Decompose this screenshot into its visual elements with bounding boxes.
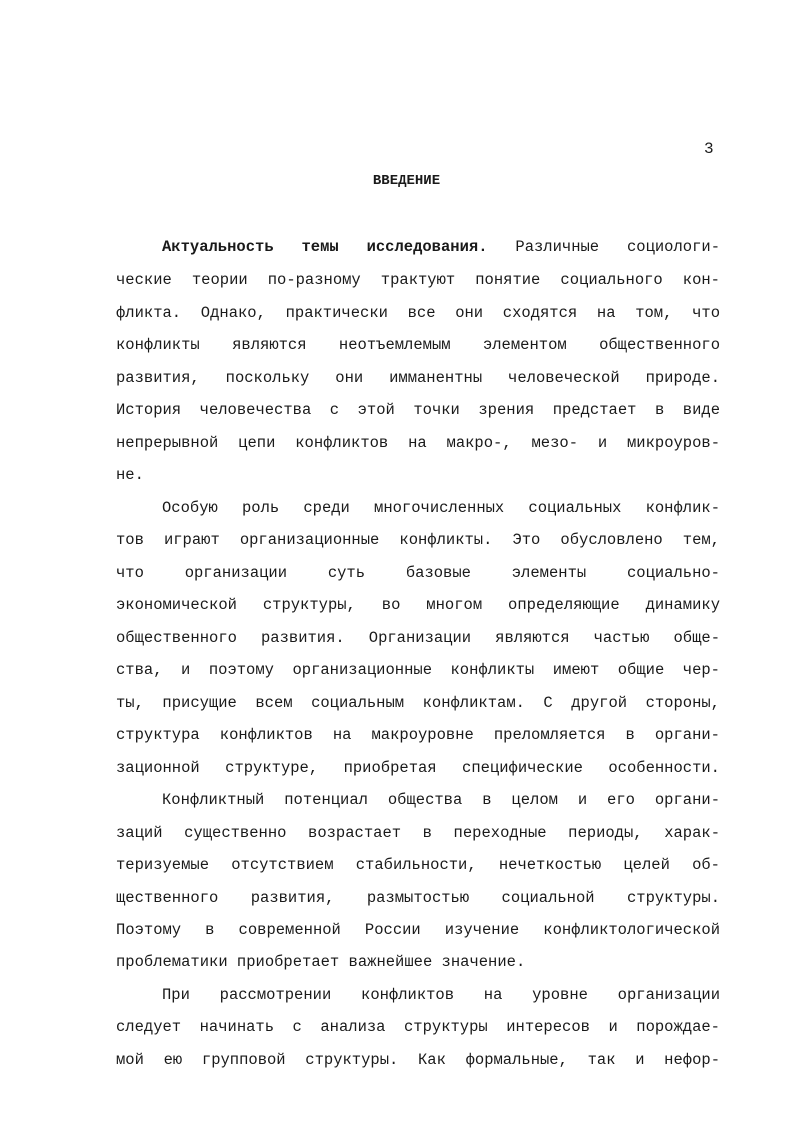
paragraph-4-line: мой ею групповой структуры. Как формальные, так и нефор- (116, 1051, 720, 1069)
paragraph-2-line: Особую роль среди многочисленных социальных конфлик- (162, 499, 720, 517)
paragraph-3-line: теризуемые отсутствием стабильности, нечеткостью целей об- (116, 856, 720, 874)
paragraph-1-lead: Актуальность темы исследования. (162, 238, 488, 256)
paragraph-3-line: заций существенно возрастает в переходные периоды, харак- (116, 824, 720, 842)
paragraph-1-line: История человечества с этой точки зрения предстает в виде (116, 401, 720, 419)
paragraph-1-line: непрерывной цепи конфликтов на макро-, мезо- и микроуров- (116, 434, 720, 452)
paragraph-3-line: щественного развития, размытостью социальной структуры. (116, 889, 720, 907)
paragraph-3-line: проблематики приобретает важнейшее значение. (116, 953, 526, 971)
paragraph-1-line-1-rest: Различные социологи- (515, 238, 720, 256)
paragraph-2-line: общественного развития. Организации являются частью обще- (116, 629, 720, 647)
paragraph-4-line: При рассмотрении конфликтов на уровне организации (162, 986, 720, 1004)
paragraph-2-line: тов играют организационные конфликты. Это обусловлено тем, (116, 531, 720, 549)
paragraph-3-line: Поэтому в современной России изучение конфликтологической (116, 921, 720, 939)
paragraph-1-line: фликта. Однако, практически все они сходятся на том, что (116, 304, 720, 322)
paragraph-2-line: ства, и поэтому организационные конфликты имеют общие чер- (116, 661, 720, 679)
paragraph-1-line: не. (116, 466, 144, 484)
paragraph-2-line: ты, присущие всем социальным конфликтам. С другой стороны, (116, 694, 720, 712)
paragraph-3-line: Конфликтный потенциал общества в целом и его органи- (162, 791, 720, 809)
paragraph-1-line: развития, поскольку они имманентны человеческой природе. (116, 369, 720, 387)
paragraph-4-line: следует начинать с анализа структуры интересов и порождае- (116, 1018, 720, 1036)
paragraph-1-line: конфликты являются неотъемлемым элементом общественного (116, 336, 720, 354)
paragraph-1-line-1 (162, 236, 720, 258)
section-heading: ВВЕДЕНИЕ (372, 173, 441, 189)
page-number: 3 (704, 140, 714, 158)
paragraph-2-line: структура конфликтов на макроуровне преломляется в органи- (116, 726, 720, 744)
paragraph-2-line: что организации суть базовые элементы социально- (116, 564, 720, 582)
paragraph-2-line: экономической структуры, во многом определяющие динамику (116, 596, 720, 614)
paragraph-1-line: ческие теории по-разному трактуют понятие социального кон- (116, 271, 720, 289)
paragraph-2-line: зационной структуре, приобретая специфические особенности. (116, 759, 720, 777)
